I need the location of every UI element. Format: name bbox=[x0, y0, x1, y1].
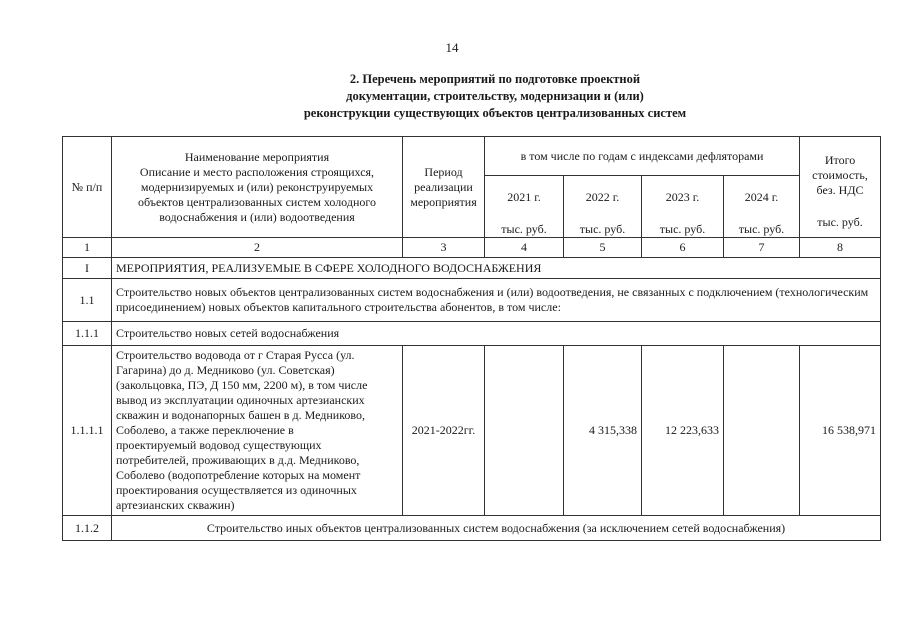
year-unit: тыс. руб. bbox=[501, 222, 547, 236]
section-title bbox=[0, 71, 904, 122]
description-line: (закольцовка, ПЭ, Д 150 мм, 2200 м), в том числе bbox=[116, 378, 368, 392]
activities-table bbox=[62, 136, 881, 541]
description-line: потребителей, проживающих в д.д. Медниково, bbox=[116, 453, 360, 467]
header-year-2022 bbox=[564, 176, 642, 238]
section-title-line: реконструкции существующих объектов централизованных систем bbox=[303, 106, 687, 120]
year-label: 2022 г. bbox=[585, 190, 620, 204]
table-row bbox=[63, 322, 881, 346]
header-row bbox=[63, 137, 881, 176]
section-heading: МЕРОПРИЯТИЯ, РЕАЛИЗУЕМЫЕ В СФЕРЕ ХОЛОДНОГО ВОДОСНАБЖЕНИЯ bbox=[112, 258, 881, 279]
column-number: 5 bbox=[564, 238, 642, 258]
row-num: 1.1.1 bbox=[63, 322, 112, 346]
section-title-line: документации, строительству, модернизации и (или) bbox=[346, 89, 644, 103]
column-number: 6 bbox=[642, 238, 724, 258]
header-total-unit: тыс. руб. bbox=[817, 215, 863, 229]
description-line: проектирования осуществляется из одиночных bbox=[116, 483, 357, 497]
column-number: 4 bbox=[485, 238, 564, 258]
header-num: № п/п bbox=[63, 137, 112, 238]
row-value-2023: 12 223,633 bbox=[642, 346, 724, 516]
row-value-2022: 4 315,338 bbox=[564, 346, 642, 516]
header-name-line: модернизируемых и (или) реконструируемых bbox=[140, 179, 374, 194]
page-number: 14 bbox=[445, 40, 459, 55]
row-value-2021 bbox=[485, 346, 564, 516]
header-years-group: в том числе по годам с индексами дефляторами bbox=[485, 137, 800, 176]
header-year-2021 bbox=[485, 176, 564, 238]
table-row bbox=[63, 279, 881, 322]
header-year-2023 bbox=[642, 176, 724, 238]
header-name-line: водоснабжения и (или) водоотведения bbox=[159, 209, 355, 224]
description-line: Соболево (водопотребление которых на момент bbox=[116, 468, 361, 482]
column-number: 8 bbox=[800, 238, 881, 258]
description-line: вывод из эксплуатации одиночных артезианских bbox=[116, 393, 365, 407]
header-name bbox=[112, 137, 403, 238]
year-label: 2024 г. bbox=[744, 190, 779, 204]
header-name-line: объектов централизованных систем холодного bbox=[138, 194, 376, 209]
column-number: 7 bbox=[724, 238, 800, 258]
column-number: 3 bbox=[403, 238, 485, 258]
header-total-line: стоимость, bbox=[812, 168, 868, 182]
row-text: Строительство новых объектов централизованных систем водоснабжения и (или) водоотведения, не связанных с подключением (технологическим присоединением) новых объектов капитального строительства абонентов, в том числе: bbox=[112, 279, 881, 322]
year-label: 2021 г. bbox=[507, 190, 541, 204]
row-description bbox=[112, 346, 403, 516]
year-label: 2023 г. bbox=[665, 190, 700, 204]
description-line: скважин и водонапорных башен в д. Медниково, bbox=[116, 408, 366, 422]
header-year-2024 bbox=[724, 176, 800, 238]
row-text: Строительство иных объектов централизованных систем водоснабжения (за исключением сетей водоснабжения) bbox=[112, 516, 881, 541]
table-row bbox=[63, 258, 881, 279]
table-row bbox=[63, 346, 881, 516]
row-num: 1.1 bbox=[63, 279, 112, 322]
year-unit: тыс. руб. bbox=[579, 222, 626, 236]
description-line: Строительство водовода от г Старая Русса (ул. bbox=[116, 348, 355, 362]
row-value-total: 16 538,971 bbox=[800, 346, 881, 516]
row-value-2024 bbox=[724, 346, 800, 516]
year-unit: тыс. руб. bbox=[659, 222, 706, 236]
year-unit: тыс. руб. bbox=[738, 222, 785, 236]
header-total bbox=[800, 137, 881, 238]
column-numbers-row bbox=[63, 238, 881, 258]
table-row bbox=[63, 516, 881, 541]
row-num: I bbox=[63, 258, 112, 279]
header-total-line: без. НДС bbox=[816, 183, 864, 197]
header-period: Период реализации мероприятия bbox=[403, 137, 485, 238]
header-name-line: Описание и место расположения строящихся, bbox=[139, 164, 375, 179]
column-number: 2 bbox=[112, 238, 403, 258]
description-line: Гагарина) до д. Медниково (ул. Советская) bbox=[116, 363, 335, 377]
row-num: 1.1.1.1 bbox=[63, 346, 112, 516]
description-line: Соболево, а также переключение в bbox=[116, 423, 294, 437]
description-line: артезианских скважин) bbox=[116, 498, 235, 512]
header-total-line: Итого bbox=[824, 153, 856, 167]
section-title-line: 2. Перечень мероприятий по подготовке проектной bbox=[349, 72, 641, 86]
column-number: 1 bbox=[63, 238, 112, 258]
header-name-line: Наименование мероприятия bbox=[184, 149, 330, 164]
row-text: Строительство новых сетей водоснабжения bbox=[112, 322, 881, 346]
row-period: 2021-2022гг. bbox=[403, 346, 485, 516]
description-line: проектируемый водовод существующих bbox=[116, 438, 322, 452]
row-num: 1.1.2 bbox=[63, 516, 112, 541]
